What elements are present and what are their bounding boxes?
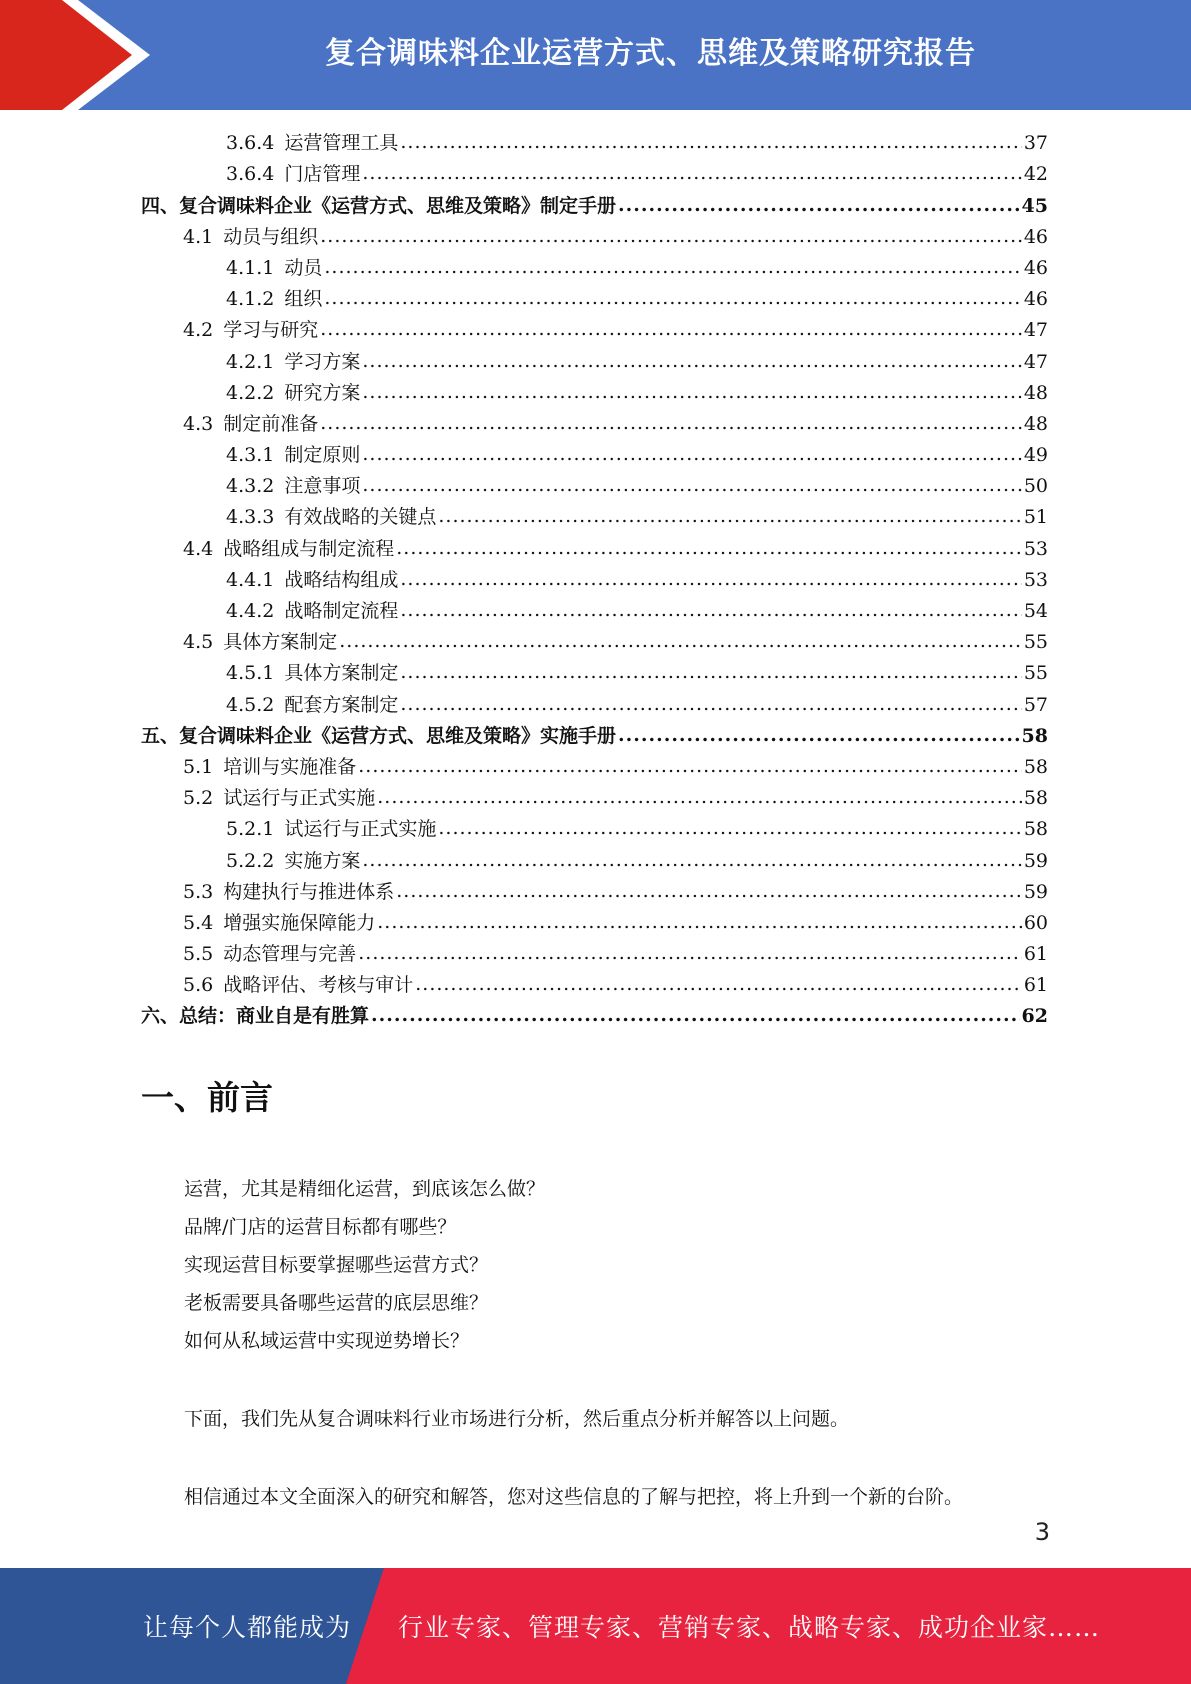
footer-slogan-left: 让每个人都能成为 xyxy=(143,1613,352,1642)
toc-entry[interactable] xyxy=(141,783,1048,814)
toc-entry-page: 59 xyxy=(1023,880,1048,903)
toc-entry[interactable] xyxy=(141,814,1048,845)
toc-entry-page: 58 xyxy=(1021,724,1048,747)
header-band xyxy=(0,0,1191,110)
toc-dot-leader xyxy=(438,501,1021,532)
closing-paragraph: 相信通过本文全面深入的研究和解答，您对这些信息的了解与把控，将上升到一个新的台阶。 xyxy=(184,1486,964,1508)
toc-entry[interactable] xyxy=(141,315,1048,346)
toc-entry[interactable] xyxy=(141,190,1048,221)
toc-entry-title: 门店管理 xyxy=(284,163,361,186)
toc-entry[interactable] xyxy=(141,284,1048,315)
footer-slogan-right: 行业专家、管理专家、营销专家、战略专家、成功企业家…… xyxy=(398,1613,1101,1642)
toc-entry[interactable] xyxy=(141,471,1048,502)
toc-dot-leader xyxy=(400,127,1021,158)
toc-entry-number: 3.6.4 xyxy=(226,163,275,186)
page-number: 3 xyxy=(1034,1518,1050,1546)
toc-entry[interactable] xyxy=(141,440,1048,471)
toc-entry-title: 配套方案制定 xyxy=(284,693,399,716)
question-line: 如何从私域运营中实现逆势增长？ xyxy=(184,1330,470,1352)
toc-dot-leader xyxy=(400,564,1021,595)
toc-dot-leader xyxy=(320,314,1022,345)
toc-entry-number: 4.5.2 xyxy=(226,693,275,716)
toc-entry-page: 55 xyxy=(1023,662,1048,685)
toc-entry[interactable] xyxy=(141,877,1048,908)
toc-dot-leader xyxy=(371,1000,1020,1031)
toc-entry-title: 制定前准备 xyxy=(223,412,319,435)
toc-entry[interactable] xyxy=(141,346,1048,377)
toc-entry-page: 61 xyxy=(1023,974,1048,997)
document-title: 复合调味料企业运营方式、思维及策略研究报告 xyxy=(325,36,976,71)
toc-entry-title: 战略结构组成 xyxy=(284,568,399,591)
toc-entry-page: 54 xyxy=(1023,600,1048,622)
toc-entry-number: 5.5 xyxy=(183,943,214,966)
toc-entry-page: 59 xyxy=(1023,849,1048,872)
toc-entry-number: 4.4.1 xyxy=(226,568,275,591)
toc-entry-page: 57 xyxy=(1023,693,1048,716)
question-line: 实现运营目标要掌握哪些运营方式？ xyxy=(184,1254,489,1276)
toc-entry-title: 试运行与正式实施 xyxy=(284,818,437,841)
intro-paragraph: 下面，我们先从复合调味料行业市场进行分析，然后重点分析并解答以上问题。 xyxy=(184,1408,850,1430)
toc-entry-number: 5.1 xyxy=(183,755,214,778)
toc-entry-number: 5.3 xyxy=(183,880,214,903)
toc-dot-leader xyxy=(618,720,1020,751)
toc-entry-page: 62 xyxy=(1021,1005,1048,1028)
toc-entry-title: 学习方案 xyxy=(284,350,361,373)
toc-dot-leader xyxy=(358,751,1022,782)
toc-entry-number: 4.3 xyxy=(183,412,214,435)
toc-dot-leader xyxy=(320,221,1022,252)
toc-entry-page: 58 xyxy=(1023,755,1048,778)
toc-entry-page: 61 xyxy=(1023,943,1048,966)
toc-entry-number: 4.3.3 xyxy=(226,506,275,529)
toc-entry-title: 学习与研究 xyxy=(223,319,319,342)
toc-entry-title: 动态管理与完善 xyxy=(223,943,357,966)
toc-entry-number: 4.3.1 xyxy=(226,444,275,467)
toc-entry-number: 5.6 xyxy=(183,974,214,997)
question-line: 运营，尤其是精细化运营，到底该怎么做？ xyxy=(184,1178,546,1200)
toc-entry-title: 培训与实施准备 xyxy=(223,755,357,778)
toc-entry-number: 3.6.4 xyxy=(226,132,275,155)
toc-dot-leader xyxy=(362,377,1021,408)
toc-entry[interactable] xyxy=(141,752,1048,783)
toc-entry-page: 58 xyxy=(1023,818,1048,841)
toc-dot-leader xyxy=(377,782,1022,813)
toc-entry[interactable] xyxy=(141,502,1048,533)
toc-entry-page: 46 xyxy=(1023,225,1048,248)
toc-entry[interactable] xyxy=(141,159,1048,190)
toc-entry-title: 组织 xyxy=(284,288,323,311)
toc-entry-page: 48 xyxy=(1023,412,1048,435)
toc-entry[interactable] xyxy=(141,658,1048,689)
toc-dot-leader xyxy=(324,252,1021,283)
toc-entry-number: 4.2.2 xyxy=(226,381,275,404)
toc-dot-leader xyxy=(362,346,1021,377)
toc-dot-leader xyxy=(324,283,1021,314)
toc-entry-page: 55 xyxy=(1023,631,1048,654)
toc-entry-number: 4.1.2 xyxy=(226,288,275,311)
toc-dot-leader xyxy=(400,657,1021,688)
toc-dot-leader xyxy=(339,626,1022,657)
toc-entry[interactable] xyxy=(141,378,1048,409)
toc-entry-page: 46 xyxy=(1023,256,1048,279)
toc-entry-title: 制定原则 xyxy=(284,444,361,467)
toc-dot-leader xyxy=(377,907,1022,938)
toc-dot-leader xyxy=(415,969,1022,1000)
toc-entry-title: 动员 xyxy=(284,256,323,279)
toc-dot-leader xyxy=(438,813,1021,844)
toc-entry-title: 动员与组织 xyxy=(223,225,319,248)
toc-dot-leader xyxy=(320,408,1022,439)
toc-entry-number: 4.5 xyxy=(183,631,214,654)
toc-entry-title: 有效战略的关键点 xyxy=(284,506,437,529)
toc-entry-title: 六、总结：商业自是有胜算 xyxy=(141,1005,370,1028)
toc-entry-page: 47 xyxy=(1023,350,1048,373)
toc-dot-leader xyxy=(358,938,1022,969)
toc-dot-leader xyxy=(618,190,1020,221)
toc-entry-page: 46 xyxy=(1023,288,1048,311)
toc-entry-number: 4.4 xyxy=(183,537,214,560)
toc-entry-number: 4.3.2 xyxy=(226,475,275,498)
toc-entry-page: 50 xyxy=(1023,475,1048,498)
toc-entry-page: 51 xyxy=(1023,506,1048,529)
footer-band xyxy=(0,1568,1191,1684)
toc-entry-title: 注意事项 xyxy=(284,475,361,498)
question-line: 老板需要具备哪些运营的底层思维？ xyxy=(184,1292,489,1314)
toc-dot-leader xyxy=(362,470,1021,501)
toc-entry-page: 58 xyxy=(1023,787,1048,810)
toc-entry[interactable] xyxy=(141,627,1048,658)
toc-entry-number: 5.2 xyxy=(183,787,214,810)
toc-entry-title: 具体方案制定 xyxy=(284,662,399,685)
toc-dot-leader xyxy=(362,439,1021,470)
toc-entry[interactable] xyxy=(141,222,1048,253)
toc-entry-page: 48 xyxy=(1023,381,1048,404)
toc-entry-number: 4.5.1 xyxy=(226,662,275,685)
toc-dot-leader xyxy=(400,689,1021,720)
toc-entry-number: 4.2 xyxy=(183,319,214,342)
toc-entry[interactable] xyxy=(141,128,1048,159)
toc-entry-title: 战略评估、考核与审计 xyxy=(223,974,414,997)
toc-entry[interactable] xyxy=(141,1001,1048,1032)
toc-entry-title: 战略组成与制定流程 xyxy=(223,537,395,560)
toc-dot-leader xyxy=(400,595,1021,626)
toc-entry-title: 实施方案 xyxy=(284,849,361,872)
toc-entry[interactable] xyxy=(141,409,1048,440)
toc-entry[interactable] xyxy=(141,596,1048,627)
toc-entry[interactable] xyxy=(141,721,1048,752)
toc-entry-page: 49 xyxy=(1023,444,1048,467)
toc-entry[interactable] xyxy=(141,845,1048,876)
toc-entry-number: 4.1.1 xyxy=(226,256,275,279)
table-of-contents xyxy=(141,128,1048,1032)
toc-entry-title: 具体方案制定 xyxy=(223,631,338,654)
toc-entry-page: 37 xyxy=(1023,132,1048,155)
toc-entry-title: 运营管理工具 xyxy=(284,132,399,155)
toc-entry-title: 四、复合调味料企业《运营方式、思维及策略》制定手册 xyxy=(141,194,617,217)
toc-entry[interactable] xyxy=(141,253,1048,284)
toc-entry-number: 4.2.1 xyxy=(226,350,275,373)
toc-entry-title: 试运行与正式实施 xyxy=(223,787,376,810)
toc-dot-leader xyxy=(396,876,1022,907)
toc-dot-leader xyxy=(362,845,1021,876)
toc-entry-number: 5.2.2 xyxy=(226,849,275,872)
toc-entry-title: 五、复合调味料企业《运营方式、思维及策略》实施手册 xyxy=(141,724,617,747)
toc-entry-number: 5.4 xyxy=(183,911,214,934)
toc-entry[interactable] xyxy=(141,970,1048,1001)
toc-entry-number: 4.1 xyxy=(183,225,214,248)
toc-entry-page: 47 xyxy=(1023,319,1048,342)
toc-dot-leader xyxy=(396,533,1022,564)
toc-entry-number: 4.4.2 xyxy=(226,600,275,622)
toc-entry-title: 增强实施保障能力 xyxy=(223,911,376,934)
toc-entry-page: 42 xyxy=(1023,163,1048,186)
toc-entry-page: 45 xyxy=(1021,194,1048,217)
toc-entry[interactable] xyxy=(141,533,1048,564)
toc-entry-page: 53 xyxy=(1023,537,1048,560)
toc-entry[interactable] xyxy=(141,939,1048,970)
toc-entry[interactable] xyxy=(141,565,1048,596)
toc-entry[interactable] xyxy=(141,689,1048,720)
toc-entry-title: 构建执行与推进体系 xyxy=(223,880,395,903)
toc-dot-leader xyxy=(362,158,1021,189)
question-line: 品牌/门店的运营目标都有哪些？ xyxy=(184,1216,457,1238)
toc-entry-title: 战略制定流程 xyxy=(284,600,399,622)
toc-entry-number: 5.2.1 xyxy=(226,818,275,841)
section-heading: 一、前言 xyxy=(141,1078,273,1117)
toc-entry[interactable] xyxy=(141,908,1048,939)
toc-entry-page: 60 xyxy=(1023,911,1048,934)
toc-entry-title: 研究方案 xyxy=(284,381,361,404)
toc-entry-page: 53 xyxy=(1023,568,1048,591)
